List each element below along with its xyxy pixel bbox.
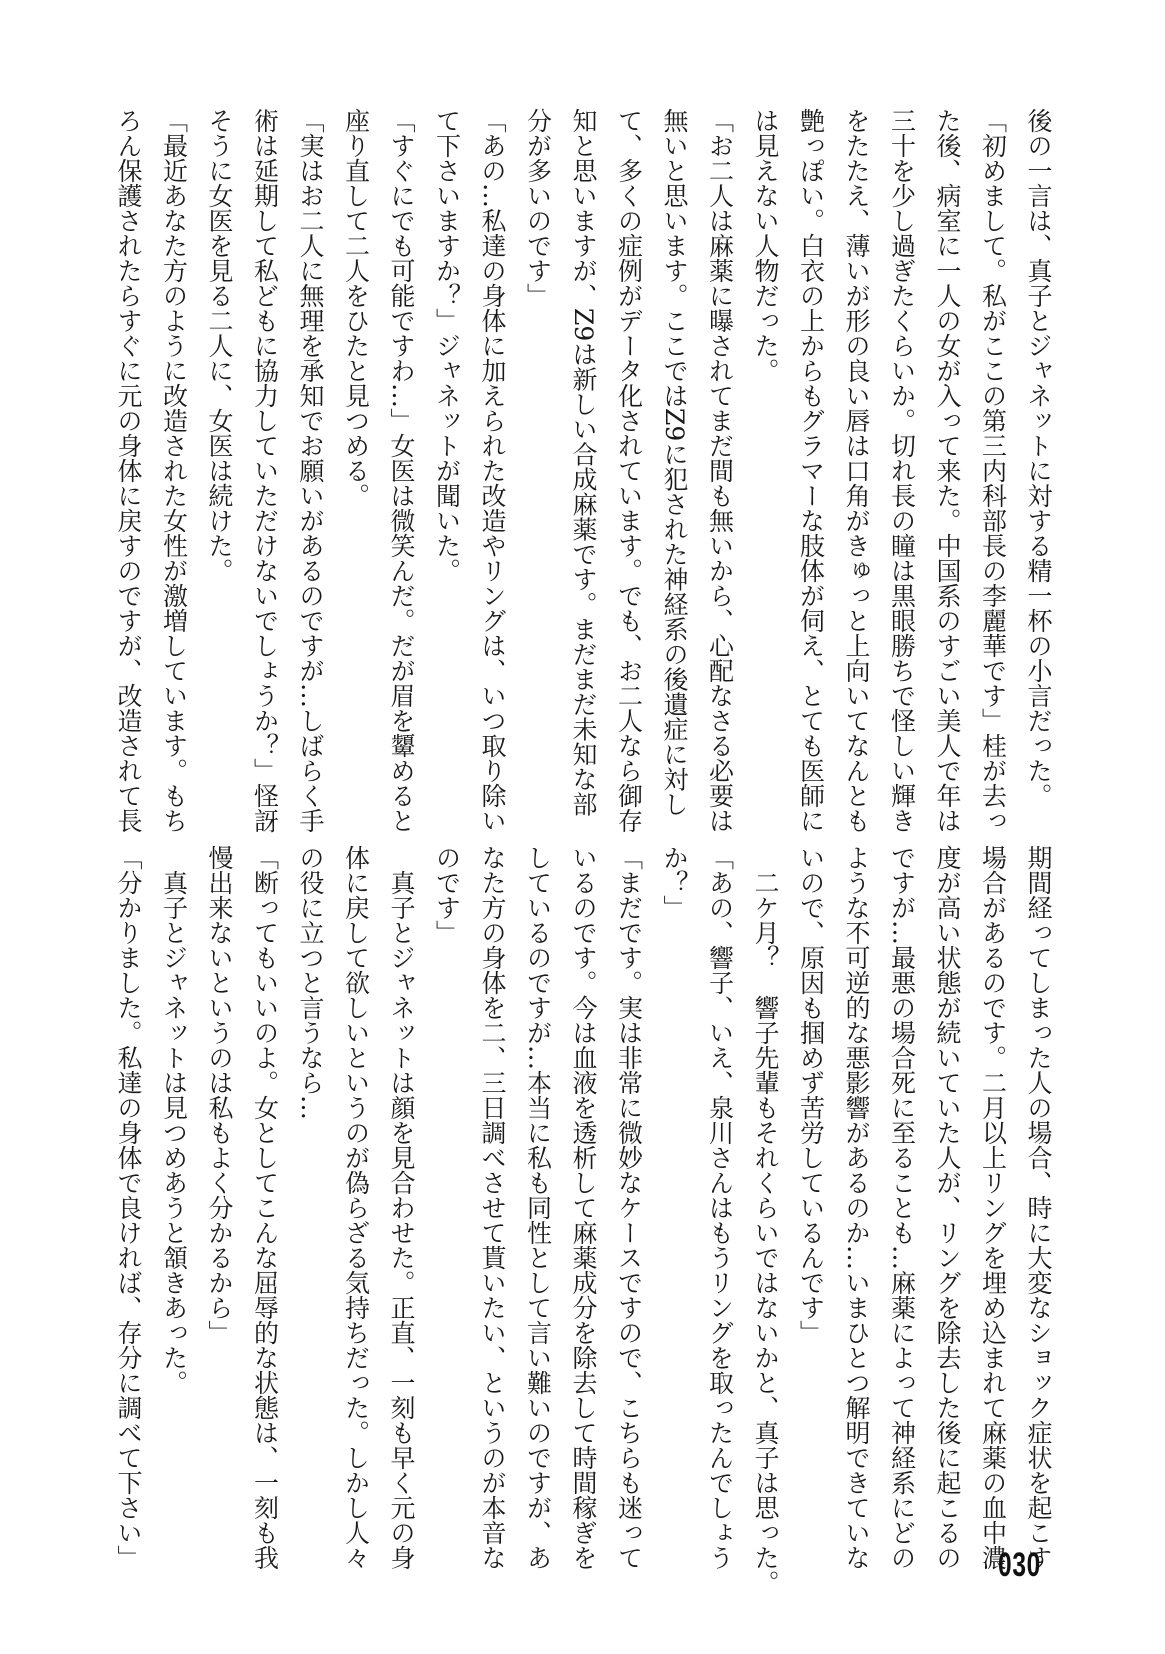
text-column: 「すぐにでも可能ですわ…」女医は微笑んだ。だが眉を顰めると: [387, 108, 416, 833]
text-column: 体に戻して欲しいというのが偽らざる気持ちだった。しかし人々: [341, 845, 371, 1570]
text-column: 分が多いのです」: [523, 108, 553, 308]
text-column: は見えない人物だった。: [751, 108, 780, 383]
text-column: ような不可逆的な悪影響があるのか…いまひとつ解明できていな: [842, 845, 871, 1570]
text-column: て下さいますか？」ジャネットが聞いた。: [432, 108, 462, 583]
text-column: た後、病室に一人の女が入って来た。中国系のすごい美人で年は: [933, 108, 962, 833]
text-column: 「お二人は麻薬に曝されてまだ間も無いから、心配なさる必要は: [705, 108, 735, 833]
text-column: 期間経ってしまった人の場合、時に大変なショック症状を起こす: [1024, 845, 1053, 1570]
upper-text-block: [106, 108, 1062, 833]
text-column: 術は延期して私どもに協力していただけないでしょうか？」怪訝: [250, 108, 280, 833]
text-column: そうに女医を見る二人に、女医は続けた。: [205, 108, 234, 583]
text-column: なた方の身体を二、三日調べさせて貰いたい、というのが本音な: [478, 845, 507, 1570]
text-column: をたたえ、薄いが形の良い唇は口角がきゅっと上向いてなんとも: [842, 108, 871, 833]
text-column: 「初めまして。私がここの第三内科部長の李麗華です」桂が去っ: [978, 108, 1008, 833]
text-column: 「あの…私達の身体に加えられた改造やリングは、いつ取り除い: [478, 108, 507, 833]
text-column: 慢出来ないというのは私もよく分かるから」: [205, 845, 234, 1345]
text-column: 二ケ月？ 響子先輩もそれくらいではないかと、真子は思った。: [751, 845, 780, 1595]
text-column: 「まだです。実は非常に微妙なケースですので、こちらも迷って: [614, 845, 644, 1570]
text-column: 「分かりました。私達の身体で良ければ、存分に調べて下さい」: [114, 845, 143, 1570]
text-column: の役に立つと言うなら…: [296, 845, 325, 1120]
text-column: しているのですが…本当に私も同性として言い難いのですが、あ: [523, 845, 553, 1570]
text-column: 「最近あなた方のように改造された女性が激増しています。もち: [159, 108, 189, 833]
text-column: 真子とジャネットは顔を見合わせた。正直、一刻も早く元の身: [387, 845, 416, 1570]
text-column: 度が高い状態が続いていた人が、リングを除去した後に起こるの: [933, 845, 962, 1570]
text-column: いので、原因も掴めず苦労しているんです」: [796, 845, 826, 1345]
page-number: 030: [998, 1546, 1042, 1584]
text-column: 三十を少し過ぎたくらいか。切れ長の瞳は黒眼勝ちで怪しい輝き: [887, 108, 917, 833]
text-column: 「断ってもいいのよ。女としてこんな屈辱的な状態は、一刻も我: [250, 845, 280, 1570]
text-column: 知と思いますが、Z9は新しい合成麻薬です。まだまだ未知な部: [569, 108, 598, 817]
text-column: 場合があるのです。二月以上リングを埋め込まれて麻薬の血中濃: [978, 845, 1008, 1570]
text-column: 座り直して二人をひたと見つめる。: [341, 108, 371, 508]
text-column: のです」: [432, 845, 462, 945]
text-column: 無いと思います。ここではZ9に犯された神経系の後遺症に対し: [660, 108, 689, 817]
text-column: 「あの、響子、いえ、泉川さんはもうリングを取ったんでしょう: [705, 845, 735, 1570]
text-column: ですが…最悪の場合死に至ることも…麻薬によって神経系にどの: [887, 845, 917, 1570]
text-column: 真子とジャネットは見つめあうと頷きあった。: [159, 845, 189, 1395]
text-column: 艶っぽい。白衣の上からもグラマーな肢体が伺え、とても医師に: [796, 108, 826, 833]
text-column: ろん保護されたらすぐに元の身体に戻すのですが、改造されて長: [114, 108, 143, 833]
text-column: て、多くの症例がデータ化されています。でも、お二人なら御存: [614, 108, 644, 833]
text-column: いるのです。今は血液を透析して麻薬成分を除去して時間稼ぎを: [569, 845, 598, 1570]
text-column: か？」: [660, 845, 689, 920]
text-column: 「実はお二人に無理を承知でお願いがあるのですが…しばらく手: [296, 108, 325, 833]
text-column: 後の一言は、真子とジャネットに対する精一杯の小言だった。: [1024, 108, 1053, 808]
